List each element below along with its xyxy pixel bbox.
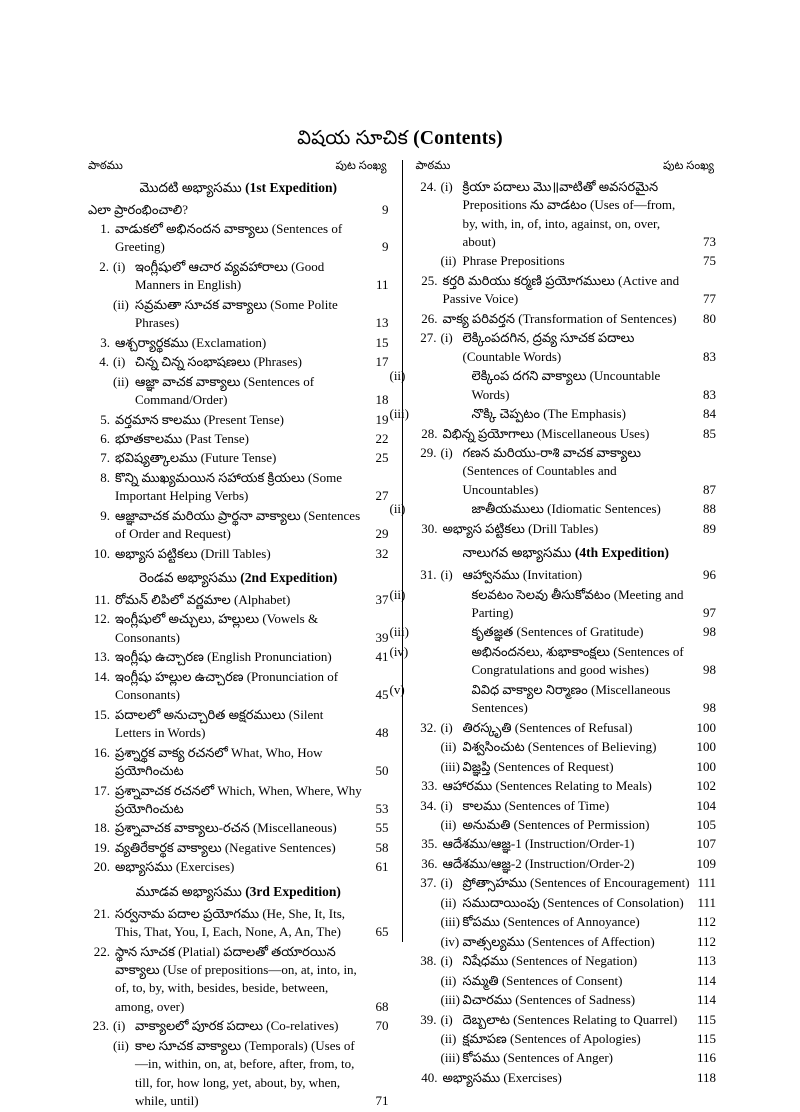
toc-entry-number: 37. [420, 875, 437, 891]
toc-entry-roman: (v) [389, 681, 405, 697]
toc-entry[interactable] [389, 367, 716, 404]
toc-entry-page-number: 111 [697, 894, 716, 910]
toc-entry-number: 28. [421, 425, 438, 441]
toc-entry-number: 30. [421, 520, 438, 536]
toc-entry-title: కలవటం సెలవు తీసుకోవటం (Meeting and Parting) [471, 586, 684, 621]
column-header-page-right: పుట సంఖ్య [663, 160, 714, 172]
toc-entry-title: కృతజ్ఞత (Sentences of Gratitude) [471, 624, 644, 640]
section-heading-telugu: మొదటి అభ్యాసము [139, 179, 246, 195]
toc-entry-page-number: 9 [382, 201, 389, 217]
toc-entry-title: విచారము (Sentences of Sadness) [462, 992, 636, 1008]
column-header-lesson-left: పాఠము [88, 160, 123, 172]
toc-entry-title: విజ్ఞప్తి (Sentences of Request) [462, 758, 614, 774]
contents-column-left [88, 160, 395, 1112]
toc-entry[interactable] [415, 329, 716, 366]
toc-entry[interactable] [415, 425, 716, 443]
toc-entry[interactable] [415, 310, 716, 328]
toc-entry-number: 6. [100, 430, 110, 446]
section-heading-telugu: మూడవ అభ్యాసము [135, 883, 246, 899]
toc-entry-title: అనుమతి (Sentences of Permission) [462, 817, 650, 833]
toc-entry-title: విభిన్న ప్రయోగాలు (Miscellaneous Uses) [442, 425, 650, 441]
toc-entry-title: ఆదేశము/ఆజ్ఞ-2 (Instruction/Order-2) [442, 855, 635, 871]
toc-entry-title: ఎలా ప్రారంభించాలి? [88, 201, 189, 217]
toc-entry[interactable] [88, 334, 389, 352]
toc-entry-number: 25. [421, 272, 438, 288]
toc-entry-title: లెక్కింప దగని వాక్యాలు (Uncountable Words) [471, 368, 661, 402]
toc-entry-page-number: 88 [702, 501, 716, 517]
section-heading-english: (4th Expedition) [574, 545, 669, 561]
toc-entry[interactable] [88, 943, 389, 1017]
toc-entry-page-number: 45 [375, 687, 389, 703]
toc-entry-number: 17. [93, 782, 110, 798]
page-title-telugu: విషయ సూచిక [297, 128, 414, 149]
toc-entry-page-number: 22 [375, 430, 389, 446]
toc-entry-page-number: 75 [702, 253, 716, 269]
toc-entry[interactable] [415, 797, 716, 815]
toc-entry-number: 10. [93, 545, 110, 561]
toc-entry-number: 32. [420, 719, 437, 735]
toc-entry-page-number: 80 [702, 310, 716, 326]
toc-entry[interactable] [88, 1017, 389, 1035]
toc-entry[interactable] [88, 819, 389, 837]
toc-entry-page-number: 17 [375, 354, 389, 370]
toc-entry-page-number: 102 [696, 778, 716, 794]
toc-entry-number: 8. [100, 469, 110, 485]
toc-entry-title: వాడుకలో అభినందన వాక్యాలు (Sentences of Greeting) [115, 220, 343, 255]
toc-entry-title: ఆదేశము/ఆజ్ఞ-1 (Instruction/Order-1) [442, 836, 635, 852]
toc-entry[interactable] [389, 643, 716, 680]
section-heading-telugu: నాలుగవ అభ్యాసము [462, 545, 575, 561]
toc-entry-page-number: 37 [375, 592, 389, 607]
column-divider [402, 160, 403, 942]
toc-entry[interactable] [88, 591, 389, 609]
toc-entry-title: అభ్యాస పట్టికలు (Drill Tables) [442, 520, 599, 536]
toc-entry-roman: (i) [440, 953, 453, 969]
toc-entry[interactable] [415, 566, 716, 584]
toc-entry[interactable] [415, 178, 716, 252]
toc-entry-number: 16. [93, 744, 110, 760]
toc-entry-title: దెబ్బలాట (Sentences Relating to Quarrel) [462, 1011, 678, 1027]
toc-entry[interactable] [415, 874, 716, 892]
toc-entry[interactable] [415, 894, 716, 912]
toc-entry-number: 27. [420, 330, 437, 346]
toc-entry-page-number: 41 [375, 649, 389, 665]
toc-entry-title: జాతీయములు (Idiomatic Sentences) [471, 501, 661, 517]
toc-entry-roman: (ii) [113, 1037, 129, 1053]
toc-entry[interactable] [88, 545, 389, 563]
toc-entry-title: భూతకాలము (Past Tense) [115, 430, 250, 446]
toc-entry-number: 39. [420, 1011, 437, 1027]
toc-entry-title: ఆజ్ఞావాచక మరియు ప్రార్థనా వాక్యాలు (Sentences of Order and Request) [115, 507, 361, 542]
toc-entry-roman: (iii) [440, 758, 460, 774]
toc-entry-number: 38. [420, 953, 437, 969]
toc-entry[interactable] [415, 272, 716, 309]
toc-entry-roman: (ii) [389, 368, 406, 384]
toc-entry-title: ఇంగ్లీషులో అచ్చులు, హల్లులు (Vowels & Consonants) [115, 611, 319, 645]
toc-entry-title: తిరస్కృతి (Sentences of Refusal) [462, 719, 633, 735]
toc-entry-roman: (i) [113, 354, 126, 370]
toc-entry-page-number: 73 [702, 234, 716, 250]
toc-entry-number: 18. [93, 820, 110, 836]
toc-entry-page-number: 19 [375, 411, 389, 427]
toc-entry-title: స్థాన సూచక (Platial) పదాలతో తయారయిన వాక్యాలు (Use of prepositions—on, at, into, in, of, to, by, with, besides, beside, between, among, over) [115, 943, 357, 1014]
toc-entry-roman: (iii) [440, 914, 460, 930]
toc-entry-number: 2. [99, 258, 109, 274]
toc-entry-title: విశ్వసించుట (Sentences of Believing) [462, 739, 657, 755]
toc-entry-page-number: 114 [696, 972, 716, 988]
toc-entry-number: 40. [421, 1069, 438, 1085]
toc-entry-page-number: 105 [696, 817, 716, 833]
toc-entry-page-number: 98 [702, 662, 716, 678]
toc-entry-page-number: 32 [375, 545, 389, 561]
toc-entry-page-number: 85 [702, 425, 716, 441]
toc-entry[interactable] [88, 507, 389, 544]
toc-entry-page-number: 53 [375, 800, 389, 816]
toc-entry[interactable] [415, 777, 716, 795]
toc-entry-page-number: 15 [375, 334, 389, 350]
toc-entry-number: 29. [420, 444, 437, 460]
toc-entry[interactable] [88, 858, 389, 876]
toc-entry-number: 15. [93, 706, 110, 722]
toc-entry[interactable] [415, 738, 716, 756]
toc-entry-number: 21. [93, 905, 110, 921]
column-header-page-left: పుట సంఖ్య [335, 160, 387, 172]
toc-entry[interactable] [88, 449, 389, 467]
toc-entry-title: సర్వనామ పదాల ప్రయోగము (He, She, It, Its, This, That, You, I, Each, None, A, An, The) [115, 905, 346, 940]
toc-entry-title: ఆజ్ఞా వాచక వాక్యాలు (Sentences of Command/Order) [135, 373, 315, 408]
toc-entry[interactable] [415, 1049, 716, 1067]
toc-entry[interactable] [415, 816, 716, 834]
toc-entry-page-number: 104 [696, 797, 716, 813]
page-title [0, 128, 800, 154]
toc-entry-roman: (i) [113, 1018, 126, 1034]
toc-entry-page-number: 114 [696, 992, 716, 1008]
toc-entry-page-number: 9 [382, 239, 389, 255]
toc-entry-title: అభ్యాస పట్టికలు (Drill Tables) [115, 545, 271, 561]
toc-entry[interactable] [88, 744, 389, 781]
toc-entry[interactable] [88, 706, 389, 743]
toc-entry-title: లెక్కింపదగిన, ద్రవ్య సూచక పదాలు (Countable Words) [462, 330, 635, 364]
toc-entry-roman: (iii) [440, 992, 460, 1008]
section-heading-telugu: రెండవ అభ్యాసము [139, 570, 241, 586]
section-heading-english: (1st Expedition) [245, 179, 337, 195]
toc-entry-number: 11. [94, 592, 110, 607]
toc-entry-page-number: 97 [702, 605, 716, 621]
toc-entry-page-number: 18 [375, 392, 389, 408]
toc-entry-title: కోపము (Sentences of Annoyance) [462, 914, 640, 930]
toc-entry-page-number: 115 [696, 1011, 716, 1027]
toc-entry-title: ప్రోత్సాహము (Sentences of Encouragement) [462, 875, 690, 891]
toc-entry-page-number: 89 [702, 520, 716, 536]
toc-entry-title: ప్రశ్నార్థక వాక్య రచనలో What, Who, How ప్రయోగించుట [115, 744, 323, 779]
contents-entry-list-right [389, 178, 716, 1088]
toc-entry[interactable] [88, 201, 389, 219]
toc-entry-title: వాక్య పరివర్తన (Transformation of Sentences) [442, 310, 677, 326]
toc-entry-title: గణన మరియు-రాశి వాచక వాక్యాలు (Sentences of Countables and Uncountables) [462, 444, 641, 497]
toc-entry[interactable] [88, 258, 389, 295]
section-heading-english: (2nd Expedition) [240, 570, 338, 586]
toc-entry-roman: (i) [440, 719, 453, 735]
toc-entry-title: అభ్యాసము (Exercises) [115, 859, 235, 875]
toc-entry[interactable] [88, 411, 389, 429]
toc-entry-title: ఇంగ్లీషు హల్లుల ఉచ్చారణ (Pronunciation of Consonants) [115, 668, 339, 703]
toc-entry-page-number: 13 [375, 315, 389, 331]
toc-entry[interactable] [415, 520, 716, 538]
toc-entry-roman: (ii) [389, 586, 406, 602]
toc-entry-title: ఆశ్చర్యార్థకము (Exclamation) [115, 334, 267, 350]
toc-entry-number: 31. [420, 567, 437, 583]
toc-entry-number: 33. [421, 778, 438, 794]
toc-entry-roman: (i) [113, 258, 126, 274]
toc-entry[interactable] [415, 952, 716, 970]
toc-entry-page-number: 50 [375, 763, 389, 779]
toc-entry-number: 7. [100, 450, 110, 466]
section-heading-english: (3rd Expedition) [245, 883, 341, 899]
toc-entry[interactable] [88, 668, 389, 705]
toc-entry-title: అభ్యాసము (Exercises) [442, 1069, 562, 1085]
toc-entry-number: 5. [100, 411, 110, 427]
toc-entry-roman: (iii) [440, 1050, 460, 1066]
toc-entry[interactable] [415, 991, 716, 1009]
toc-entry-page-number: 27 [375, 488, 389, 504]
toc-entry-page-number: 109 [696, 855, 716, 871]
toc-entry-title: ఇంగ్లీషు ఉచ్చారణ (English Pronunciation) [115, 649, 332, 665]
toc-entry[interactable] [415, 933, 716, 951]
toc-entry-page-number: 87 [702, 481, 716, 497]
toc-entry[interactable] [415, 252, 716, 270]
toc-entry-roman: (ii) [389, 501, 406, 517]
section-heading [88, 884, 389, 901]
toc-entry-roman: (iv) [440, 933, 460, 949]
toc-entry-title: నిషేధము (Sentences of Negation) [462, 953, 638, 969]
toc-entry-page-number: 55 [375, 820, 389, 836]
section-heading [415, 545, 716, 562]
toc-entry-page-number: 39 [375, 629, 389, 645]
toc-entry-number: 23. [92, 1018, 109, 1034]
toc-entry-roman: (i) [440, 330, 453, 346]
toc-entry-page-number: 65 [375, 924, 389, 940]
toc-entry-number: 3. [100, 334, 110, 350]
toc-entry-roman: (iii) [389, 406, 409, 422]
contents-entry-list-left [88, 180, 389, 1111]
toc-entry-number: 12. [93, 611, 110, 627]
toc-entry[interactable] [88, 648, 389, 666]
toc-entry-title: క్రియా పదాలు మొ॥వాటితో అవసరమైన Prepositions ను వాడటం (Uses of—from, by, with, in, of, into, against, on, over, about) [462, 178, 676, 249]
toc-entry-number: 19. [93, 839, 110, 855]
toc-entry-number: 36. [421, 855, 438, 871]
toc-entry-title: నొక్కి చెప్పటం (The Emphasis) [471, 406, 626, 422]
toc-entry-roman: (i) [440, 567, 453, 583]
page-title-english: (Contents) [413, 128, 503, 149]
toc-entry-page-number: 115 [696, 1031, 716, 1046]
toc-entry-page-number: 98 [702, 700, 716, 716]
toc-entry[interactable] [88, 839, 389, 857]
toc-entry-title: కర్తరి మరియు కర్మణి ప్రయోగములు (Active and Passive Voice) [442, 272, 680, 307]
toc-entry-page-number: 83 [702, 386, 716, 402]
toc-entry-roman: (ii) [440, 817, 457, 833]
toc-entry-page-number: 112 [696, 914, 716, 930]
toc-entry-number: 4. [99, 354, 109, 370]
toc-entry-page-number: 83 [702, 348, 716, 364]
toc-entry[interactable] [415, 1030, 716, 1048]
toc-entry-page-number: 77 [702, 291, 716, 307]
toc-entry-title: వాక్యాలలో పూరక పదాలు (Co-relatives) [135, 1018, 339, 1034]
toc-entry[interactable] [389, 623, 716, 641]
toc-entry-page-number: 100 [696, 739, 716, 755]
toc-entry[interactable] [415, 758, 716, 776]
toc-entry[interactable] [415, 719, 716, 737]
toc-entry-roman: (iv) [389, 643, 409, 659]
toc-entry-title: Phrase Prepositions [462, 253, 565, 269]
toc-entry[interactable] [415, 835, 716, 853]
toc-entry-page-number: 71 [375, 1093, 389, 1109]
toc-entry[interactable] [88, 373, 389, 410]
toc-entry-number: 14. [93, 668, 110, 684]
toc-entry[interactable] [88, 430, 389, 448]
toc-entry-title: వివిధ వాక్యాల నిర్మాణం (Miscellaneous Sentences) [471, 681, 671, 716]
toc-entry-title: కాల సూచక వాక్యాలు (Temporals) (Uses of—in, within, on, at, before, after, from, to, till, for, how long, yet, about, by, when, while, until) [135, 1037, 355, 1109]
contents-column-right [389, 160, 716, 1088]
toc-entry[interactable] [88, 469, 389, 506]
toc-entry-page-number: 58 [375, 839, 389, 855]
toc-entry-roman: (ii) [440, 739, 457, 755]
toc-entry-roman: (i) [440, 1011, 453, 1027]
toc-entry-roman: (i) [440, 797, 453, 813]
toc-entry-title: పదాలలో అనుచ్చారిత అక్షరములు (Silent Letters in Words) [115, 706, 324, 741]
toc-entry-page-number: 118 [696, 1069, 716, 1085]
toc-entry-page-number: 100 [696, 719, 716, 735]
toc-entry-roman: (ii) [440, 253, 457, 269]
toc-entry[interactable] [88, 296, 389, 333]
toc-entry-page-number: 25 [375, 450, 389, 466]
toc-entry[interactable] [415, 972, 716, 990]
toc-entry-roman: (i) [440, 875, 453, 891]
toc-entry-title: కోపము (Sentences of Anger) [462, 1050, 614, 1066]
toc-entry-title: వర్తమాన కాలము (Present Tense) [115, 411, 284, 427]
toc-entry-roman: (ii) [113, 373, 129, 389]
toc-entry-title: వాత్సల్యము (Sentences of Affection) [462, 933, 655, 949]
toc-entry-number: 9. [100, 507, 110, 523]
toc-entry[interactable] [415, 1011, 716, 1029]
toc-entry-title: ఆహ్వానము (Invitation) [462, 567, 583, 583]
toc-entry-page-number: 70 [375, 1018, 389, 1034]
section-heading [88, 180, 389, 197]
column-header-lesson-right: పాఠము [415, 160, 451, 172]
toc-entry-title: ప్రశ్నావాచక రచనలో Which, When, Where, Why ప్రయోగించుట [115, 782, 362, 816]
toc-entry-number: 34. [420, 797, 437, 813]
toc-entry-roman: (ii) [440, 894, 457, 910]
toc-entry-page-number: 29 [375, 526, 389, 542]
toc-entry[interactable] [389, 500, 716, 518]
toc-entry-title: సవ్రమతా సూచక వాక్యాలు (Some Polite Phrases) [135, 296, 338, 331]
toc-entry-page-number: 96 [702, 567, 716, 583]
toc-entry-number: 1. [100, 220, 110, 236]
toc-entry-number: 22. [93, 943, 110, 959]
toc-entry[interactable] [389, 586, 716, 623]
toc-entry-roman: (ii) [440, 972, 457, 988]
contents-columns [88, 160, 716, 1109]
toc-entry-page-number: 111 [697, 875, 716, 891]
toc-entry-roman: (ii) [113, 296, 129, 312]
toc-entry-title: కొన్ని ముఖ్యమయిన సహాయక క్రియలు (Some Important Helping Verbs) [115, 469, 342, 504]
toc-entry-number: 20. [93, 859, 110, 875]
toc-entry-number: 35. [421, 836, 438, 852]
toc-entry-title: ఆహారము (Sentences Relating to Meals) [442, 778, 652, 794]
toc-entry-title: క్షమాపణ (Sentences of Apologies) [462, 1031, 641, 1046]
toc-entry-page-number: 107 [696, 836, 716, 852]
toc-entry[interactable] [415, 913, 716, 931]
toc-entry-title: సముదాయింపు (Sentences of Consolation) [462, 894, 684, 910]
toc-entry-title: ఇంగ్లీషులో ఆచార వ్యవహారాలు (Good Manners in English) [135, 258, 325, 293]
toc-entry[interactable] [88, 782, 389, 819]
toc-entry-roman: (i) [440, 444, 453, 460]
toc-entry-page-number: 113 [696, 953, 716, 969]
toc-entry-number: 13. [93, 649, 110, 665]
toc-entry-title: అభినందనలు, శుభాకాంక్షలు (Sentences of Congratulations and good wishes) [471, 643, 684, 678]
toc-entry-page-number: 68 [375, 998, 389, 1014]
toc-entry-page-number: 11 [375, 277, 389, 293]
toc-entry-title: చిన్న చిన్న సంభాషణలు (Phrases) [135, 354, 302, 370]
toc-entry[interactable] [389, 405, 716, 423]
toc-entry-page-number: 116 [696, 1050, 716, 1066]
toc-entry[interactable] [415, 444, 716, 499]
toc-entry[interactable] [389, 681, 716, 718]
toc-entry[interactable] [88, 610, 389, 647]
toc-entry[interactable] [88, 353, 389, 371]
toc-entry[interactable] [415, 1069, 716, 1087]
column-header-left [88, 160, 389, 173]
toc-entry-page-number: 112 [696, 933, 716, 949]
toc-entry[interactable] [88, 1037, 389, 1111]
toc-entry-title: ప్రశ్నావాచక వాక్యాలు-రచన (Miscellaneous) [115, 820, 337, 836]
toc-entry-page-number: 48 [375, 725, 389, 741]
toc-entry-title: వ్యతిరేకార్థక వాక్యాలు (Negative Sentences) [115, 839, 336, 855]
toc-entry[interactable] [88, 220, 389, 257]
toc-entry-title: కాలము (Sentences of Time) [462, 797, 610, 813]
toc-entry-roman: (ii) [440, 1031, 457, 1046]
column-header-right [415, 160, 716, 173]
section-heading [88, 570, 389, 587]
toc-entry-title: భవిష్యత్కాలము (Future Tense) [115, 450, 277, 466]
toc-entry-roman: (iii) [389, 624, 409, 640]
toc-entry-page-number: 98 [702, 624, 716, 640]
toc-entry-number: 26. [421, 310, 438, 326]
toc-entry-title: రోమన్ లిపిలో వర్ణమాల (Alphabet) [115, 592, 291, 607]
toc-entry[interactable] [88, 905, 389, 942]
toc-entry-page-number: 61 [375, 859, 389, 875]
toc-entry[interactable] [415, 855, 716, 873]
toc-entry-roman: (i) [440, 178, 453, 194]
toc-entry-page-number: 100 [696, 758, 716, 774]
toc-entry-title: సమ్మతి (Sentences of Consent) [462, 972, 623, 988]
toc-entry-number: 24. [420, 178, 437, 194]
toc-entry-page-number: 84 [702, 406, 716, 422]
